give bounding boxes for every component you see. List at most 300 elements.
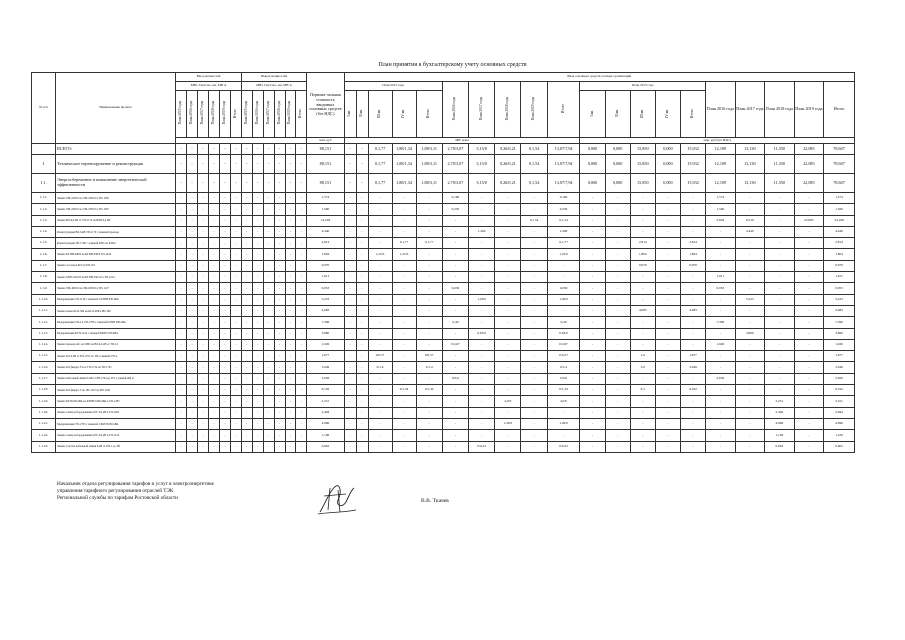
moshch-cell: - bbox=[209, 441, 220, 452]
mva-cell: - bbox=[521, 351, 547, 362]
moshch-cell: - bbox=[285, 144, 296, 155]
rub-cell: - bbox=[680, 283, 705, 294]
mva-cell: - bbox=[521, 249, 547, 260]
moshch-cell: - bbox=[209, 396, 220, 407]
rub-cell: - bbox=[680, 272, 705, 283]
moshch-cell: - bbox=[285, 317, 296, 328]
col-left-q1: I кв. bbox=[347, 109, 352, 117]
mva-cell: - bbox=[416, 407, 442, 418]
mva-cell: - bbox=[521, 260, 547, 271]
rub-cell: 12,109 bbox=[706, 174, 736, 193]
moshch-cell: - bbox=[252, 396, 263, 407]
rub-cell: - bbox=[735, 441, 765, 452]
rub-cell: - bbox=[655, 418, 680, 429]
moshch-cell: - bbox=[209, 328, 220, 339]
moshch-cell: - bbox=[241, 339, 252, 350]
mva-cell: - bbox=[392, 407, 416, 418]
mva-cell: - bbox=[469, 249, 495, 260]
moshch-cell: - bbox=[176, 144, 187, 155]
mva-cell: - bbox=[356, 294, 368, 305]
moshch-cell: - bbox=[176, 226, 187, 237]
moshch-cell: - bbox=[176, 204, 187, 215]
rub-cell: - bbox=[605, 328, 630, 339]
mva-cell: - bbox=[356, 144, 368, 155]
mva-cell: 0,1,77 bbox=[547, 238, 580, 249]
moshch-cell: - bbox=[241, 396, 252, 407]
moshch-cell: - bbox=[198, 226, 209, 237]
rub-cell: - bbox=[735, 260, 765, 271]
moshch-cell: - bbox=[285, 373, 296, 384]
moshch-cell: - bbox=[274, 418, 285, 429]
rub-cell: 1,106 bbox=[824, 430, 855, 441]
col-plan2015-right: План 2015 года bbox=[580, 82, 706, 91]
moshch-cell: - bbox=[187, 362, 198, 373]
row-number: 1.1.8. bbox=[32, 272, 56, 283]
rub-cell: - bbox=[680, 215, 705, 226]
mva-cell: 1,88/3,11 bbox=[416, 144, 442, 155]
mva-cell: 0/0,57 bbox=[368, 351, 392, 362]
moshch-cell: - bbox=[219, 215, 230, 226]
rub-cell: - bbox=[735, 418, 765, 429]
moshch-cell: - bbox=[176, 283, 187, 294]
moshch-cell: - bbox=[187, 155, 198, 174]
rub-cell: - bbox=[580, 373, 605, 384]
moshch-cell: - bbox=[296, 362, 307, 373]
moshch-cell: - bbox=[274, 272, 285, 283]
rub-cell: - bbox=[580, 351, 605, 362]
moshch-cell: - bbox=[219, 441, 230, 452]
pervon-cell: 6,192 bbox=[307, 385, 344, 396]
rub-cell: - bbox=[794, 317, 824, 328]
moshch-cell: - bbox=[263, 294, 274, 305]
rub-cell: - bbox=[630, 226, 655, 237]
moshch-cell: - bbox=[274, 215, 285, 226]
moshch-cell: - bbox=[187, 238, 198, 249]
row-number: 1.1.19. bbox=[32, 396, 56, 407]
moshch-cell: - bbox=[187, 272, 198, 283]
rub-cell: 0,000 bbox=[580, 174, 605, 193]
rub-cell: - bbox=[655, 294, 680, 305]
rub-cell: - bbox=[794, 396, 824, 407]
rub-cell: - bbox=[680, 317, 705, 328]
unit-mva: МВ·А/км bbox=[344, 138, 580, 144]
mva-cell: 1,26/0 bbox=[469, 294, 495, 305]
moshch-cell: - bbox=[263, 385, 274, 396]
mva-cell: 2,70/3,07 bbox=[442, 144, 468, 155]
moshch-cell: - bbox=[252, 249, 263, 260]
moshch-cell: - bbox=[176, 351, 187, 362]
moshch-cell: - bbox=[241, 226, 252, 237]
mva-cell: - bbox=[392, 418, 416, 429]
moshch-cell: - bbox=[263, 418, 274, 429]
row-number: 1.1.16. bbox=[32, 362, 56, 373]
moshch-cell: - bbox=[274, 260, 285, 271]
table-row bbox=[32, 441, 855, 452]
mva-cell: - bbox=[368, 260, 392, 271]
mva-cell: 0,26/0,21 bbox=[495, 174, 521, 193]
rub-cell: - bbox=[735, 193, 765, 204]
moshch-cell: - bbox=[198, 249, 209, 260]
moshch-cell: - bbox=[296, 441, 307, 452]
mva-cell: - bbox=[344, 193, 356, 204]
moshch-cell: - bbox=[219, 430, 230, 441]
rub-cell: 4,440 bbox=[735, 226, 765, 237]
moshch-cell: - bbox=[241, 249, 252, 260]
mva-cell: - bbox=[495, 193, 521, 204]
moshch-cell: - bbox=[209, 144, 220, 155]
rub-cell: - bbox=[605, 204, 630, 215]
row-number: 1.1.12. bbox=[32, 317, 56, 328]
mva-cell: - bbox=[495, 441, 521, 452]
moshch-cell: - bbox=[198, 193, 209, 204]
rub-cell: - bbox=[765, 339, 795, 350]
mva-cell: - bbox=[356, 272, 368, 283]
rub-cell: - bbox=[680, 396, 705, 407]
mva-cell: 0,26/0,21 bbox=[495, 155, 521, 174]
moshch-cell: - bbox=[252, 272, 263, 283]
mva-cell: - bbox=[442, 226, 468, 237]
mva-cell: 1,25/0 bbox=[547, 249, 580, 260]
moshch-cell: - bbox=[285, 407, 296, 418]
rub-cell: 0,970 bbox=[630, 260, 655, 271]
moshch-cell: - bbox=[209, 339, 220, 350]
col-left-q2: II кв. bbox=[359, 109, 364, 117]
moshch-cell: - bbox=[296, 260, 307, 271]
rub-cell: - bbox=[706, 328, 736, 339]
mva-cell: 0,1,54 bbox=[521, 215, 547, 226]
moshch-cell: - bbox=[252, 226, 263, 237]
mva-cell: - bbox=[416, 418, 442, 429]
moshch-cell: - bbox=[187, 260, 198, 271]
moshch-cell: - bbox=[252, 430, 263, 441]
rub-cell: - bbox=[580, 238, 605, 249]
moshch-cell: - bbox=[219, 362, 230, 373]
moshch-cell: - bbox=[176, 396, 187, 407]
rub-cell: 4,996 bbox=[824, 418, 855, 429]
rub-cell: - bbox=[735, 396, 765, 407]
moshch-cell: - bbox=[252, 294, 263, 305]
mva-cell: - bbox=[356, 441, 368, 452]
moshch-cell: - bbox=[263, 249, 274, 260]
col-right-2019: План 2019 года bbox=[794, 82, 824, 138]
mva-cell: - bbox=[521, 441, 547, 452]
rub-cell: - bbox=[735, 249, 765, 260]
rub-cell: - bbox=[605, 396, 630, 407]
moshch-cell: - bbox=[209, 418, 220, 429]
moshch-cell: - bbox=[209, 238, 220, 249]
moshch-cell: - bbox=[285, 215, 296, 226]
mva-cell: - bbox=[368, 385, 392, 396]
mva-cell: - bbox=[442, 407, 468, 418]
moshch-cell: - bbox=[219, 317, 230, 328]
rub-cell: - bbox=[580, 317, 605, 328]
rub-cell: 2,494 bbox=[765, 407, 795, 418]
table-row bbox=[32, 272, 855, 283]
mva-cell: - bbox=[469, 362, 495, 373]
col-left-2016: План 2016 года bbox=[452, 96, 457, 121]
rub-cell: 78,607 bbox=[824, 174, 855, 193]
col-vyvod-itogo: Итого bbox=[298, 108, 303, 118]
mva-cell: 0/0,57 bbox=[547, 351, 580, 362]
rub-cell: - bbox=[735, 238, 765, 249]
moshch-cell: - bbox=[252, 373, 263, 384]
moshch-cell: - bbox=[241, 283, 252, 294]
moshch-cell: - bbox=[219, 272, 230, 283]
mva-cell: 0/1,34 bbox=[547, 385, 580, 396]
moshch-cell: - bbox=[296, 144, 307, 155]
rub-cell: - bbox=[765, 362, 795, 373]
moshch-cell: - bbox=[285, 396, 296, 407]
moshch-cell: - bbox=[241, 174, 252, 193]
rub-cell: - bbox=[765, 294, 795, 305]
rub-cell: - bbox=[765, 272, 795, 283]
mva-cell: - bbox=[495, 317, 521, 328]
moshch-cell: - bbox=[263, 193, 274, 204]
moshch-cell: - bbox=[209, 174, 220, 193]
rub-cell: 78,607 bbox=[824, 144, 855, 155]
moshch-cell: - bbox=[252, 441, 263, 452]
mva-cell: - bbox=[416, 260, 442, 271]
mva-cell: - bbox=[495, 373, 521, 384]
mva-cell: - bbox=[469, 418, 495, 429]
rub-cell: 15,850 bbox=[630, 155, 655, 174]
mva-cell: - bbox=[495, 215, 521, 226]
moshch-cell: - bbox=[296, 226, 307, 237]
mva-cell: - bbox=[344, 328, 356, 339]
rub-cell: - bbox=[794, 305, 824, 316]
mva-cell: - bbox=[392, 362, 416, 373]
row-number: 1.1.4. bbox=[32, 226, 56, 237]
mva-cell: - bbox=[416, 396, 442, 407]
mva-cell: - bbox=[416, 294, 442, 305]
table-row bbox=[32, 215, 855, 226]
moshch-cell: - bbox=[209, 385, 220, 396]
mva-cell: - bbox=[495, 430, 521, 441]
mva-cell: - bbox=[344, 260, 356, 271]
page-title: План принятия к бухгалтерскому учету основных средств bbox=[378, 62, 527, 68]
rub-cell: 1,804 bbox=[630, 249, 655, 260]
mva-cell: - bbox=[368, 238, 392, 249]
moshch-cell: - bbox=[198, 418, 209, 429]
mva-cell: 0,630 bbox=[442, 283, 468, 294]
moshch-cell: - bbox=[296, 283, 307, 294]
row-number: 1.1.9. bbox=[32, 283, 56, 294]
rub-cell: 1,106 bbox=[765, 430, 795, 441]
moshch-cell: - bbox=[230, 193, 241, 204]
mva-cell: - bbox=[368, 373, 392, 384]
moshch-cell: - bbox=[230, 441, 241, 452]
mva-cell: - bbox=[344, 362, 356, 373]
col-vvod-2019: План 2019 года bbox=[221, 101, 226, 125]
table-body bbox=[32, 144, 855, 453]
table-row bbox=[32, 260, 855, 271]
moshch-cell: - bbox=[230, 328, 241, 339]
mva-cell: - bbox=[344, 441, 356, 452]
table-row bbox=[32, 396, 855, 407]
moshch-cell: - bbox=[230, 174, 241, 193]
col-vyvod-2015: План 2015 года bbox=[243, 101, 248, 125]
mva-cell: 0,160 bbox=[547, 193, 580, 204]
rub-cell: - bbox=[605, 317, 630, 328]
rub-cell: - bbox=[630, 294, 655, 305]
table-row bbox=[32, 418, 855, 429]
rub-cell: - bbox=[794, 272, 824, 283]
moshch-cell: - bbox=[219, 174, 230, 193]
mva-cell: - bbox=[392, 305, 416, 316]
mva-cell: - bbox=[442, 430, 468, 441]
col-vvod-mosh: Ввод мощностей bbox=[176, 73, 242, 82]
moshch-cell: - bbox=[187, 373, 198, 384]
mva-cell: 1,26/0 bbox=[547, 418, 580, 429]
mva-cell: - bbox=[495, 249, 521, 260]
pervon-cell: 0,602 bbox=[307, 441, 344, 452]
rub-cell: 0,953 bbox=[824, 283, 855, 294]
rub-cell: - bbox=[735, 407, 765, 418]
mva-cell: - bbox=[495, 272, 521, 283]
row-number: 1.1.5. bbox=[32, 238, 56, 249]
row-number: 1.1. bbox=[32, 174, 56, 193]
moshch-cell: - bbox=[230, 430, 241, 441]
mva-cell: - bbox=[416, 193, 442, 204]
moshch-cell: - bbox=[263, 260, 274, 271]
rub-cell: - bbox=[765, 351, 795, 362]
moshch-cell: - bbox=[285, 362, 296, 373]
pervon-cell: 0,953 bbox=[307, 283, 344, 294]
mva-cell: 0,1,77 bbox=[368, 144, 392, 155]
mva-cell: - bbox=[356, 396, 368, 407]
mva-cell: - bbox=[442, 441, 468, 452]
rub-cell: 0,970 bbox=[680, 260, 705, 271]
moshch-cell: - bbox=[219, 283, 230, 294]
rub-cell: - bbox=[680, 193, 705, 204]
rub-cell: 12,109 bbox=[706, 155, 736, 174]
moshch-cell: - bbox=[176, 272, 187, 283]
moshch-cell: - bbox=[176, 260, 187, 271]
moshch-cell: - bbox=[219, 238, 230, 249]
rub-cell: - bbox=[735, 272, 765, 283]
moshch-cell: - bbox=[241, 373, 252, 384]
moshch-cell: - bbox=[296, 204, 307, 215]
mva-cell: - bbox=[368, 215, 392, 226]
moshch-cell: - bbox=[198, 430, 209, 441]
rub-cell: - bbox=[605, 441, 630, 452]
moshch-cell: - bbox=[296, 396, 307, 407]
mva-cell: - bbox=[442, 260, 468, 271]
moshch-cell: - bbox=[198, 174, 209, 193]
moshch-cell: - bbox=[187, 193, 198, 204]
rub-cell: - bbox=[735, 305, 765, 316]
mva-cell: 3,15/0 bbox=[469, 144, 495, 155]
moshch-cell: - bbox=[241, 260, 252, 271]
mva-cell: - bbox=[368, 339, 392, 350]
rub-cell: - bbox=[680, 294, 705, 305]
moshch-cell: - bbox=[241, 430, 252, 441]
pervon-cell: 3,049 bbox=[307, 362, 344, 373]
pervon-cell: 88,151 bbox=[307, 155, 344, 174]
mva-cell: 0/0,22 bbox=[547, 441, 580, 452]
rub-cell: - bbox=[794, 249, 824, 260]
mva-cell: - bbox=[495, 238, 521, 249]
row-name: Замена КТПН-400/6 на КТПН-630/6 ТП-1434 bbox=[56, 249, 176, 260]
mva-cell: - bbox=[344, 385, 356, 396]
moshch-cell: - bbox=[285, 204, 296, 215]
mva-cell: - bbox=[416, 339, 442, 350]
mva-cell: - bbox=[368, 226, 392, 237]
mva-cell: - bbox=[521, 418, 547, 429]
rub-cell: 1,677 bbox=[680, 351, 705, 362]
moshch-cell: - bbox=[285, 305, 296, 316]
rub-cell: - bbox=[580, 418, 605, 429]
row-number: 1.1.1. bbox=[32, 193, 56, 204]
mva-cell: - bbox=[469, 193, 495, 204]
rub-cell: - bbox=[630, 430, 655, 441]
mva-cell: - bbox=[495, 328, 521, 339]
mva-cell: - bbox=[416, 226, 442, 237]
rub-cell: - bbox=[630, 418, 655, 429]
col-left-q-itogo: Итого bbox=[426, 108, 431, 118]
table-row bbox=[32, 328, 855, 339]
table-row bbox=[32, 373, 855, 384]
moshch-cell: - bbox=[198, 317, 209, 328]
row-number: I bbox=[32, 155, 56, 174]
moshch-cell: - bbox=[230, 155, 241, 174]
mva-cell: - bbox=[442, 238, 468, 249]
row-name: Замена ТМ-400/10 на ТМ-630/10 в ТП-1127 bbox=[56, 283, 176, 294]
rub-cell: - bbox=[580, 260, 605, 271]
rub-cell: 5,223 bbox=[735, 294, 765, 305]
rub-cell: 0,970 bbox=[824, 260, 855, 271]
row-number: 1.1.17. bbox=[32, 373, 56, 384]
rub-cell: 15,932 bbox=[680, 155, 705, 174]
footer-line-2: управления тарифного регулирования отраслей ТЭК bbox=[57, 487, 174, 494]
moshch-cell: - bbox=[241, 351, 252, 362]
moshch-cell: - bbox=[230, 226, 241, 237]
row-number: 1.1.14. bbox=[32, 339, 56, 350]
mva-cell: - bbox=[344, 204, 356, 215]
rub-cell: - bbox=[605, 238, 630, 249]
rub-cell: 3,0 bbox=[630, 362, 655, 373]
rub-cell: - bbox=[605, 418, 630, 429]
mva-cell: - bbox=[495, 305, 521, 316]
moshch-cell: - bbox=[230, 351, 241, 362]
moshch-cell: - bbox=[187, 396, 198, 407]
row-number: 1.1.3. bbox=[32, 215, 56, 226]
rub-cell: - bbox=[794, 373, 824, 384]
rub-cell: - bbox=[580, 441, 605, 452]
rub-cell: - bbox=[765, 215, 795, 226]
moshch-cell: - bbox=[263, 226, 274, 237]
mva-cell: - bbox=[442, 362, 468, 373]
mva-cell: 0/1,34 bbox=[392, 385, 416, 396]
rub-cell: 0,000 bbox=[655, 174, 680, 193]
moshch-cell: - bbox=[252, 418, 263, 429]
mva-cell: - bbox=[368, 204, 392, 215]
mva-cell: - bbox=[469, 305, 495, 316]
rub-cell: - bbox=[706, 441, 736, 452]
footer-line-1: Начальник отдела регулирования тарифов и услуг в электроэнергетике bbox=[57, 481, 214, 487]
rub-cell: 22,085 bbox=[794, 144, 824, 155]
moshch-cell: - bbox=[198, 144, 209, 155]
moshch-cell: - bbox=[252, 283, 263, 294]
mva-cell: 3,15/0 bbox=[469, 174, 495, 193]
rub-cell: 1,560 bbox=[824, 204, 855, 215]
pervon-cell: 0,970 bbox=[307, 260, 344, 271]
pervon-cell: 1,804 bbox=[307, 249, 344, 260]
row-name: Замена ячеек КСО-366 на КСО-298 в РП-109 bbox=[56, 305, 176, 316]
rub-cell: - bbox=[655, 272, 680, 283]
moshch-cell: - bbox=[285, 441, 296, 452]
mva-cell: 13,07/7,94 bbox=[547, 155, 580, 174]
